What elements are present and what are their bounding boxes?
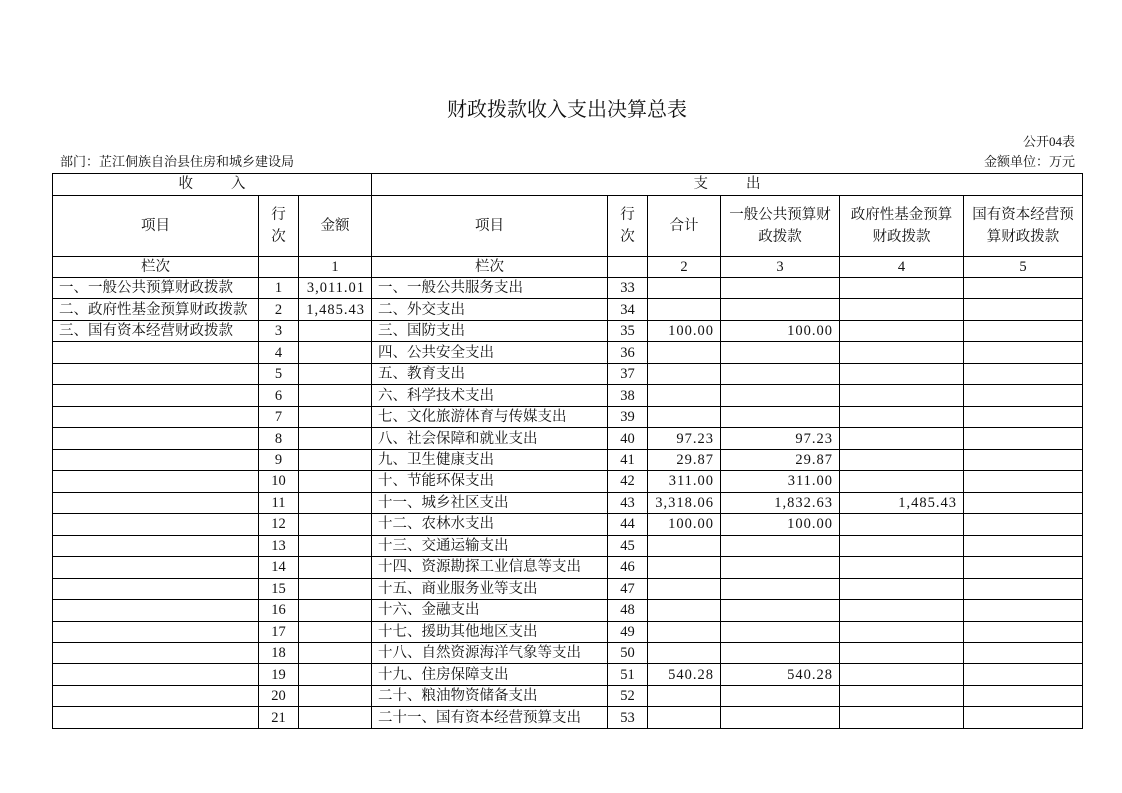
state-capital-amount-cell <box>964 621 1083 642</box>
income-line-cell: 17 <box>259 621 299 642</box>
total-amount-cell <box>648 621 721 642</box>
expense-item-cell: 五、教育支出 <box>372 363 608 384</box>
income-item-cell <box>53 557 259 578</box>
income-amount-cell <box>299 428 372 449</box>
table-row <box>53 621 1083 642</box>
expense-item-cell: 九、卫生健康支出 <box>372 449 608 470</box>
total-amount-cell <box>648 406 721 427</box>
income-line-cell: 8 <box>259 428 299 449</box>
expense-line-cell: 52 <box>608 685 648 706</box>
expense-line-cell: 45 <box>608 535 648 556</box>
total-amount-cell: 100.00 <box>648 320 721 341</box>
header-income-group <box>53 174 372 196</box>
income-amount-cell <box>299 600 372 621</box>
income-amount-cell <box>299 449 372 470</box>
income-line-cell: 1 <box>259 278 299 299</box>
general-budget-amount-cell <box>721 406 840 427</box>
state-capital-amount-cell <box>964 385 1083 406</box>
general-budget-amount-cell: 100.00 <box>721 320 840 341</box>
budget-table <box>52 173 1083 729</box>
header-income-line-label: 行次 <box>271 207 286 245</box>
state-capital-amount-cell <box>964 492 1083 513</box>
total-amount-cell <box>648 278 721 299</box>
income-amount-cell <box>299 514 372 535</box>
expense-item-cell: 十二、农林水支出 <box>372 514 608 535</box>
general-budget-amount-cell <box>721 578 840 599</box>
gov-fund-amount-cell <box>840 535 964 556</box>
income-line-cell: 2 <box>259 299 299 320</box>
table-row <box>53 600 1083 621</box>
index-income-item: 栏次 <box>53 257 259 278</box>
table-row <box>53 471 1083 492</box>
income-amount-cell <box>299 406 372 427</box>
income-line-cell: 11 <box>259 492 299 513</box>
gov-fund-amount-cell <box>840 600 964 621</box>
expense-item-cell: 十三、交通运输支出 <box>372 535 608 556</box>
header-expense-item: 项目 <box>372 196 608 257</box>
expense-line-cell: 51 <box>608 664 648 685</box>
income-line-cell: 4 <box>259 342 299 363</box>
header-expense-group-label: 支 出 <box>693 176 764 192</box>
income-line-cell: 15 <box>259 578 299 599</box>
header-expense-line-label: 行次 <box>620 207 635 245</box>
gov-fund-amount-cell <box>840 557 964 578</box>
income-amount-cell <box>299 471 372 492</box>
expense-line-cell: 44 <box>608 514 648 535</box>
expense-line-cell: 43 <box>608 492 648 513</box>
expense-line-cell: 33 <box>608 278 648 299</box>
general-budget-amount-cell <box>721 707 840 728</box>
income-item-cell <box>53 385 259 406</box>
state-capital-amount-cell <box>964 535 1083 556</box>
expense-line-cell: 53 <box>608 707 648 728</box>
index-state-capital: 5 <box>964 257 1083 278</box>
expense-item-cell: 十一、城乡社区支出 <box>372 492 608 513</box>
gov-fund-amount-cell <box>840 385 964 406</box>
total-amount-cell <box>648 600 721 621</box>
state-capital-amount-cell <box>964 707 1083 728</box>
expense-line-cell: 39 <box>608 406 648 427</box>
income-line-cell: 6 <box>259 385 299 406</box>
income-amount-cell: 3,011.01 <box>299 278 372 299</box>
expense-item-cell: 十五、商业服务业等支出 <box>372 578 608 599</box>
table-row <box>53 342 1083 363</box>
total-amount-cell: 311.00 <box>648 471 721 492</box>
general-budget-amount-cell <box>721 535 840 556</box>
total-amount-cell: 100.00 <box>648 514 721 535</box>
income-amount-cell <box>299 492 372 513</box>
header-general-budget <box>721 196 840 257</box>
state-capital-amount-cell <box>964 557 1083 578</box>
table-header <box>53 174 1083 278</box>
expense-item-cell: 八、社会保障和就业支出 <box>372 428 608 449</box>
expense-line-cell: 35 <box>608 320 648 341</box>
total-amount-cell <box>648 642 721 663</box>
total-amount-cell: 97.23 <box>648 428 721 449</box>
gov-fund-amount-cell <box>840 664 964 685</box>
page-title: 财政拨款收入支出决算总表 <box>447 99 687 121</box>
state-capital-amount-cell <box>964 449 1083 470</box>
header-income-item: 项目 <box>53 196 259 257</box>
header-state-capital <box>964 196 1083 257</box>
group-header-row <box>53 174 1083 196</box>
income-item-cell <box>53 492 259 513</box>
total-amount-cell <box>648 578 721 599</box>
income-amount-cell <box>299 320 372 341</box>
expense-item-cell: 一、一般公共服务支出 <box>372 278 608 299</box>
income-item-cell: 一、一般公共预算财政拨款 <box>53 278 259 299</box>
gov-fund-amount-cell <box>840 320 964 341</box>
table-row <box>53 514 1083 535</box>
state-capital-amount-cell <box>964 363 1083 384</box>
income-line-cell: 13 <box>259 535 299 556</box>
income-line-cell: 21 <box>259 707 299 728</box>
index-income-amount: 1 <box>299 257 372 278</box>
income-line-cell: 16 <box>259 600 299 621</box>
income-item-cell <box>53 363 259 384</box>
expense-line-cell: 42 <box>608 471 648 492</box>
table-row <box>53 320 1083 341</box>
general-budget-amount-cell <box>721 685 840 706</box>
total-amount-cell <box>648 707 721 728</box>
income-item-cell <box>53 707 259 728</box>
total-amount-cell <box>648 385 721 406</box>
general-budget-amount-cell: 97.23 <box>721 428 840 449</box>
income-line-cell: 14 <box>259 557 299 578</box>
income-amount-cell: 1,485.43 <box>299 299 372 320</box>
expense-item-cell: 二十、粮油物资储备支出 <box>372 685 608 706</box>
general-budget-amount-cell: 311.00 <box>721 471 840 492</box>
header-expense-line <box>608 196 648 257</box>
income-item-cell <box>53 642 259 663</box>
total-amount-cell <box>648 299 721 320</box>
income-amount-cell <box>299 578 372 599</box>
total-amount-cell <box>648 363 721 384</box>
income-item-cell <box>53 471 259 492</box>
income-item-cell <box>53 535 259 556</box>
header-general-budget-label: 一般公共预算财政拨款 <box>729 207 831 245</box>
gov-fund-amount-cell <box>840 707 964 728</box>
header-gov-fund-label: 政府性基金预算财政拨款 <box>850 207 953 245</box>
income-item-cell <box>53 621 259 642</box>
expense-item-cell: 二、外交支出 <box>372 299 608 320</box>
gov-fund-amount-cell <box>840 363 964 384</box>
table-row <box>53 535 1083 556</box>
expense-item-cell: 十四、资源勘探工业信息等支出 <box>372 557 608 578</box>
expense-line-cell: 38 <box>608 385 648 406</box>
general-budget-amount-cell: 29.87 <box>721 449 840 470</box>
expense-line-cell: 48 <box>608 600 648 621</box>
gov-fund-amount-cell <box>840 514 964 535</box>
income-amount-cell <box>299 664 372 685</box>
total-amount-cell: 29.87 <box>648 449 721 470</box>
state-capital-amount-cell <box>964 406 1083 427</box>
gov-fund-amount-cell <box>840 428 964 449</box>
table-body <box>53 278 1083 729</box>
gov-fund-amount-cell <box>840 342 964 363</box>
total-amount-cell: 540.28 <box>648 664 721 685</box>
general-budget-amount-cell <box>721 278 840 299</box>
expense-line-cell: 40 <box>608 428 648 449</box>
total-amount-cell: 3,318.06 <box>648 492 721 513</box>
table-row <box>53 642 1083 663</box>
general-budget-amount-cell <box>721 557 840 578</box>
table-row <box>53 406 1083 427</box>
general-budget-amount-cell <box>721 642 840 663</box>
expense-line-cell: 34 <box>608 299 648 320</box>
gov-fund-amount-cell <box>840 299 964 320</box>
income-item-cell <box>53 664 259 685</box>
income-line-cell: 9 <box>259 449 299 470</box>
expense-line-cell: 47 <box>608 578 648 599</box>
gov-fund-amount-cell <box>840 449 964 470</box>
table-row <box>53 428 1083 449</box>
table-row <box>53 449 1083 470</box>
gov-fund-amount-cell <box>840 578 964 599</box>
expense-item-cell: 四、公共安全支出 <box>372 342 608 363</box>
state-capital-amount-cell <box>964 278 1083 299</box>
header-income-amount: 金额 <box>299 196 372 257</box>
income-amount-cell <box>299 385 372 406</box>
income-line-cell: 7 <box>259 406 299 427</box>
state-capital-amount-cell <box>964 471 1083 492</box>
table-row <box>53 664 1083 685</box>
table-row <box>53 707 1083 728</box>
income-amount-cell <box>299 685 372 706</box>
income-item-cell <box>53 600 259 621</box>
income-item-cell <box>53 406 259 427</box>
index-gov-fund: 4 <box>840 257 964 278</box>
state-capital-amount-cell <box>964 299 1083 320</box>
income-amount-cell <box>299 707 372 728</box>
income-amount-cell <box>299 363 372 384</box>
general-budget-amount-cell <box>721 385 840 406</box>
total-amount-cell <box>648 557 721 578</box>
income-item-cell <box>53 578 259 599</box>
income-item-cell: 二、政府性基金预算财政拨款 <box>53 299 259 320</box>
state-capital-amount-cell <box>964 642 1083 663</box>
header-income-group-label: 收 入 <box>178 176 249 192</box>
table-row <box>53 557 1083 578</box>
header-gov-fund <box>840 196 964 257</box>
expense-line-cell: 46 <box>608 557 648 578</box>
general-budget-amount-cell <box>721 600 840 621</box>
expense-item-cell: 二十一、国有资本经营预算支出 <box>372 707 608 728</box>
income-line-cell: 19 <box>259 664 299 685</box>
expense-item-cell: 十、节能环保支出 <box>372 471 608 492</box>
table-row <box>53 385 1083 406</box>
state-capital-amount-cell <box>964 685 1083 706</box>
general-budget-amount-cell <box>721 299 840 320</box>
income-amount-cell <box>299 642 372 663</box>
index-income-line <box>259 257 299 278</box>
state-capital-amount-cell <box>964 600 1083 621</box>
income-item-cell <box>53 428 259 449</box>
expense-line-cell: 41 <box>608 449 648 470</box>
income-item-cell <box>53 342 259 363</box>
column-index-row <box>53 257 1083 278</box>
expense-item-cell: 三、国防支出 <box>372 320 608 341</box>
expense-item-cell: 六、科学技术支出 <box>372 385 608 406</box>
table-row <box>53 492 1083 513</box>
gov-fund-amount-cell <box>840 621 964 642</box>
general-budget-amount-cell: 100.00 <box>721 514 840 535</box>
general-budget-amount-cell: 1,832.63 <box>721 492 840 513</box>
expense-line-cell: 49 <box>608 621 648 642</box>
header-expense-group <box>372 174 1083 196</box>
index-expense-item: 栏次 <box>372 257 608 278</box>
expense-line-cell: 37 <box>608 363 648 384</box>
expense-item-cell: 十六、金融支出 <box>372 600 608 621</box>
income-line-cell: 12 <box>259 514 299 535</box>
expense-item-cell: 十九、住房保障支出 <box>372 664 608 685</box>
index-total: 2 <box>648 257 721 278</box>
table-row <box>53 685 1083 706</box>
gov-fund-amount-cell <box>840 406 964 427</box>
department-label: 部门：芷江侗族自治县住房和城乡建设局 <box>60 154 295 169</box>
state-capital-amount-cell <box>964 514 1083 535</box>
expense-line-cell: 36 <box>608 342 648 363</box>
table-row <box>53 363 1083 384</box>
income-line-cell: 5 <box>259 363 299 384</box>
expense-item-cell: 十八、自然资源海洋气象等支出 <box>372 642 608 663</box>
general-budget-amount-cell <box>721 342 840 363</box>
gov-fund-amount-cell <box>840 642 964 663</box>
expense-item-cell: 十七、援助其他地区支出 <box>372 621 608 642</box>
header-total: 合计 <box>648 196 721 257</box>
form-code-label: 公开04表 <box>1022 134 1075 149</box>
income-amount-cell <box>299 535 372 556</box>
index-expense-line <box>608 257 648 278</box>
income-line-cell: 20 <box>259 685 299 706</box>
state-capital-amount-cell <box>964 320 1083 341</box>
gov-fund-amount-cell: 1,485.43 <box>840 492 964 513</box>
state-capital-amount-cell <box>964 342 1083 363</box>
state-capital-amount-cell <box>964 664 1083 685</box>
general-budget-amount-cell <box>721 363 840 384</box>
income-item-cell <box>53 514 259 535</box>
total-amount-cell <box>648 342 721 363</box>
gov-fund-amount-cell <box>840 685 964 706</box>
gov-fund-amount-cell <box>840 471 964 492</box>
income-amount-cell <box>299 557 372 578</box>
index-general-budget: 3 <box>721 257 840 278</box>
table-row <box>53 278 1083 299</box>
amount-unit-label: 金额单位：万元 <box>983 154 1075 169</box>
income-item-cell: 三、国有资本经营财政拨款 <box>53 320 259 341</box>
income-line-cell: 18 <box>259 642 299 663</box>
income-amount-cell <box>299 342 372 363</box>
total-amount-cell <box>648 685 721 706</box>
header-income-line <box>259 196 299 257</box>
table-row <box>53 578 1083 599</box>
income-line-cell: 3 <box>259 320 299 341</box>
general-budget-amount-cell: 540.28 <box>721 664 840 685</box>
income-amount-cell <box>299 621 372 642</box>
state-capital-amount-cell <box>964 428 1083 449</box>
expense-line-cell: 50 <box>608 642 648 663</box>
income-item-cell <box>53 449 259 470</box>
income-item-cell <box>53 685 259 706</box>
total-amount-cell <box>648 535 721 556</box>
column-header-row <box>53 196 1083 257</box>
table-row <box>53 299 1083 320</box>
gov-fund-amount-cell <box>840 278 964 299</box>
income-line-cell: 10 <box>259 471 299 492</box>
state-capital-amount-cell <box>964 578 1083 599</box>
general-budget-amount-cell <box>721 621 840 642</box>
header-state-capital-label: 国有资本经营预算财政拨款 <box>972 207 1074 245</box>
expense-item-cell: 七、文化旅游体育与传媒支出 <box>372 406 608 427</box>
